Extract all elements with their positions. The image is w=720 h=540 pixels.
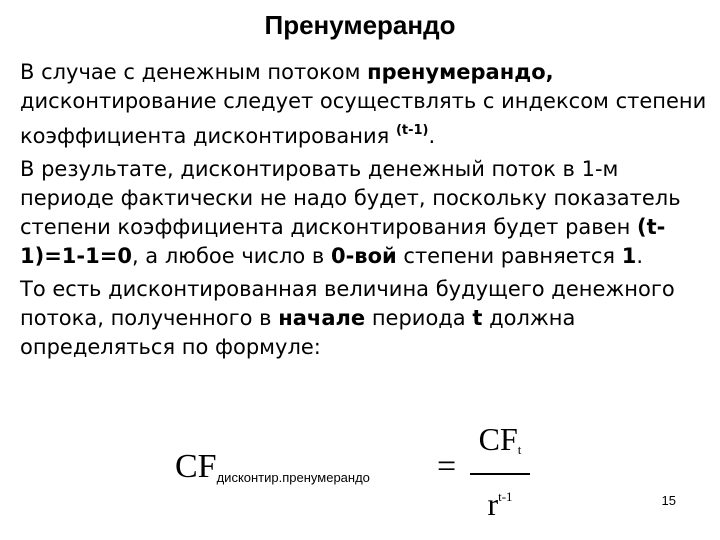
p2-text-2: , а любое число в xyxy=(131,244,331,268)
p1-text-2: дисконтирование следует осуществлять с индексом степени коэффициента дисконтирования xyxy=(20,89,707,148)
slide-title: Пренумерандо xyxy=(264,10,456,40)
p1-exponent: (t-1) xyxy=(395,123,429,138)
formula-lhs-subscript: дисконтир.пренумерандо xyxy=(216,470,370,485)
p1-text-1: В случае с денежным потоком xyxy=(20,60,368,84)
p3-bold-t: t xyxy=(472,306,483,330)
p2-bold-zero: 0-вой xyxy=(330,244,397,268)
formula-equals: = xyxy=(437,448,457,485)
slide-number: 15 xyxy=(661,493,676,508)
paragraph-2 xyxy=(20,155,710,271)
slide-body xyxy=(20,58,710,366)
p3-text-3: должна определяться по формуле: xyxy=(20,306,576,359)
formula-lhs-main: CF xyxy=(175,448,217,485)
p3-text-1: То есть дисконтированная величина будущего денежного потока, полученного в xyxy=(20,277,675,330)
p2-bold-one: 1 xyxy=(621,244,637,268)
p3-bold-start: начале xyxy=(278,306,366,330)
paragraph-3 xyxy=(20,275,710,362)
p1-bold-term: пренумерандо, xyxy=(367,60,554,84)
p2-text-1: В результате, дисконтировать денежный поток в 1-м периоде фактически не надо будет, поскольку показатель степени коэффициента дисконтирования будет равен xyxy=(20,157,681,239)
formula-num-subscript: t xyxy=(517,442,522,457)
fraction-bar xyxy=(470,473,530,475)
formula-numerator xyxy=(470,420,530,469)
p1-text-3: . xyxy=(428,124,436,148)
formula-den-exponent: t-1 xyxy=(498,489,513,504)
p2-text-4: . xyxy=(636,244,644,268)
p2-bold-equation: (t-1)=1-1=0 xyxy=(20,215,666,268)
p3-text-2: периода xyxy=(365,306,473,330)
formula-denominator xyxy=(470,479,530,522)
formula-lhs xyxy=(175,448,370,486)
formula-den-main: r xyxy=(487,486,499,522)
formula-num-main: CF xyxy=(478,421,518,457)
discount-formula xyxy=(175,418,535,522)
formula-fraction xyxy=(470,420,530,522)
p2-text-3: степени равняется xyxy=(396,244,622,268)
paragraph-1 xyxy=(20,58,710,151)
